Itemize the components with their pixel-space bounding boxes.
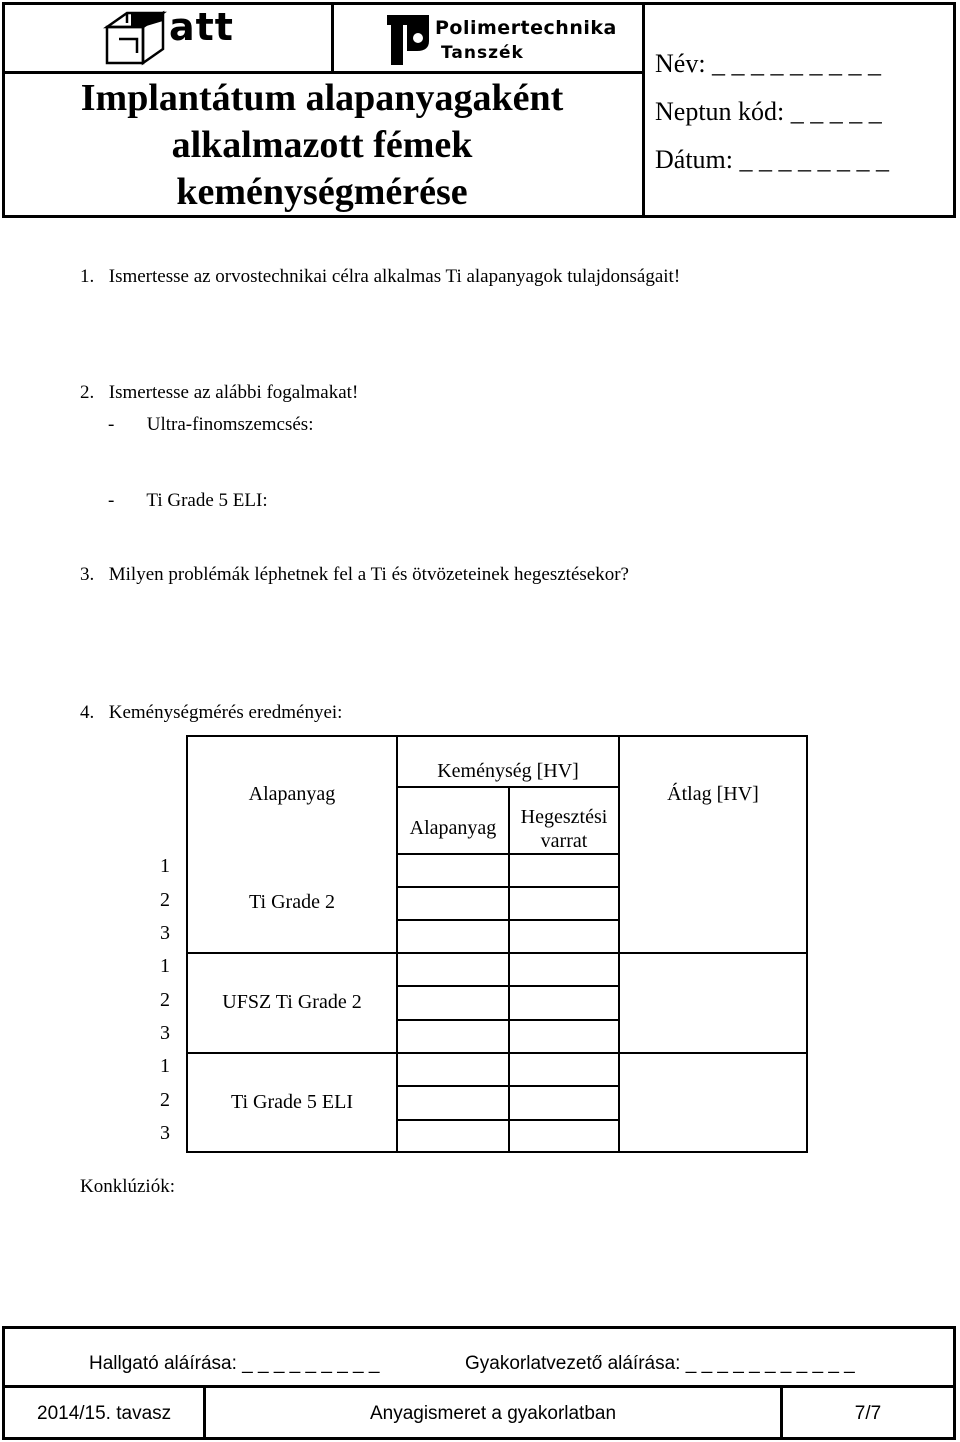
neptun-code-field[interactable]: Neptun kód: _ _ _ _ _	[655, 97, 882, 126]
name-field[interactable]: Név: _ _ _ _ _ _ _ _ _	[655, 49, 882, 78]
table-border	[396, 919, 620, 921]
column-header-hardness: Keménység [HV]	[437, 760, 579, 782]
page-number: 7/7	[854, 1403, 882, 1424]
column-header-material: Alapanyag	[248, 783, 336, 805]
table-border	[186, 1151, 808, 1153]
table-border	[396, 1019, 620, 1021]
polimertechnika-logo	[385, 11, 625, 69]
question-text: Ismertesse az alábbi fogalmakat!	[108, 382, 359, 403]
row-number: 2	[160, 1089, 170, 1111]
row-number: 2	[160, 989, 170, 1011]
instructor-signature-field[interactable]: Gyakorlatvezető aláírása: _ _ _ _ _ _ _ _ _ _ _	[465, 1353, 855, 1374]
table-border	[186, 735, 808, 737]
row-number: 1	[160, 855, 170, 877]
list-item-text: Ultra-finomszemcsés:	[146, 414, 314, 435]
question-3	[80, 564, 629, 586]
table-border	[186, 952, 808, 954]
semester-label: 2014/15. tavasz	[37, 1403, 172, 1424]
polimertechnika-emblem-icon	[385, 11, 431, 67]
row-number: 3	[160, 922, 170, 944]
question-1	[80, 266, 680, 288]
document-footer	[2, 1326, 956, 1440]
row-number: 3	[160, 1122, 170, 1144]
material-name: UFSZ Ti Grade 2	[222, 991, 362, 1013]
material-name: Ti Grade 2	[249, 891, 335, 913]
subheader-base-material: Alapanyag	[409, 817, 497, 839]
list-dash: -	[108, 490, 115, 511]
question-2	[80, 382, 358, 404]
question-number: 1.	[80, 266, 95, 287]
table-border	[396, 786, 620, 788]
table-border	[396, 735, 398, 1153]
table-border	[396, 1085, 620, 1087]
table-border	[396, 985, 620, 987]
question-2-item	[108, 490, 268, 512]
question-text: Milyen problémák léphetnek fel a Ti és ötvözeteinek hegesztésekor?	[108, 564, 629, 585]
question-2-item	[108, 414, 313, 436]
att-logo	[101, 5, 251, 67]
header-divider	[5, 71, 645, 74]
att-logo-text: att	[169, 5, 234, 49]
table-border	[396, 853, 620, 855]
question-text: Ismertesse az orvostechnikai célra alkalmas Ti alapanyagok tulajdonságait!	[108, 266, 681, 287]
row-number: 1	[160, 955, 170, 977]
footer-divider	[5, 1385, 953, 1388]
question-number: 2.	[80, 382, 95, 403]
list-item-text: Ti Grade 5 ELI:	[146, 490, 268, 511]
course-label: Anyagismeret a gyakorlatban	[369, 1403, 617, 1424]
list-dash: -	[108, 414, 115, 435]
question-text: Keménységmérés eredményei:	[108, 702, 343, 723]
header-divider	[642, 5, 645, 215]
table-border	[396, 1119, 620, 1121]
title-line: alkalmazott fémek	[171, 124, 473, 166]
title-line: keménységmérése	[176, 171, 468, 213]
document-header	[2, 2, 956, 218]
conclusions-label: Konklúziók:	[80, 1176, 175, 1197]
student-signature-field[interactable]: Hallgató aláírása: _ _ _ _ _ _ _ _ _	[89, 1353, 380, 1374]
table-border	[186, 1052, 808, 1054]
title-line: Implantátum alapanyagaként	[80, 77, 564, 119]
row-number: 1	[160, 1055, 170, 1077]
polimertechnika-name: Polimertechnika	[435, 17, 617, 39]
row-number: 3	[160, 1022, 170, 1044]
polimertechnika-dept: Tanszék	[441, 43, 524, 63]
subheader-weld: Hegesztési varrat	[520, 806, 608, 852]
column-header-average: Átlag [HV]	[667, 783, 759, 805]
att-cube-icon	[101, 9, 167, 67]
question-4	[80, 702, 342, 724]
table-border	[806, 735, 808, 1153]
date-field[interactable]: Dátum: _ _ _ _ _ _ _ _	[655, 145, 889, 174]
question-number: 3.	[80, 564, 95, 585]
material-name: Ti Grade 5 ELI	[230, 1091, 354, 1113]
header-divider	[331, 5, 334, 71]
row-number: 2	[160, 889, 170, 911]
table-border	[396, 886, 620, 888]
page-title	[5, 75, 639, 216]
question-number: 4.	[80, 702, 95, 723]
